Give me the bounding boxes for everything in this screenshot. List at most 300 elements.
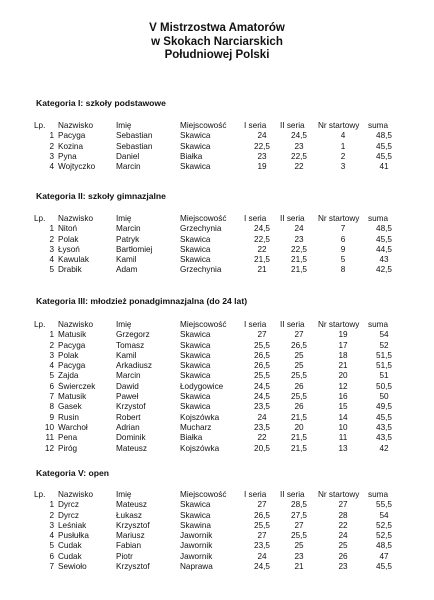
cell-total: 49,5 (376, 402, 392, 412)
cell-lp: 2 (49, 141, 54, 151)
cell-start-number: 21 (338, 361, 348, 371)
column-header-town: Miejscowość (180, 121, 227, 130)
column-header-total: suma (368, 320, 389, 329)
cell-surname: Drabik (58, 265, 82, 275)
column-header-first-jump: I seria (244, 214, 267, 223)
column-header-start-number: Nr startowy (318, 121, 360, 130)
document-title (0, 22, 434, 63)
cell-second-jump: 27,5 (291, 510, 307, 520)
cell-first-jump: 24,5 (254, 224, 270, 234)
cell-start-number: 11 (338, 433, 348, 443)
cell-total: 44,5 (376, 244, 392, 254)
cell-first-name: Dominik (116, 433, 146, 443)
cell-town: Skawica (180, 350, 211, 360)
cell-start-number: 7 (340, 224, 346, 234)
column-header-lp: Lp. (34, 320, 46, 329)
cell-lp: 5 (49, 265, 54, 275)
cell-surname: Świerczek (58, 381, 96, 391)
cell-start-number: 9 (340, 244, 346, 254)
cell-second-jump: 25 (294, 541, 304, 551)
cell-lp: 6 (49, 381, 54, 391)
cell-lp: 1 (49, 500, 54, 510)
column-header-town: Miejscowość (180, 214, 227, 223)
cell-first-jump: 20,5 (254, 443, 270, 453)
cell-second-jump: 26,5 (291, 340, 307, 350)
cell-first-name: Patryk (116, 234, 140, 244)
results-table (34, 490, 400, 572)
cell-lp: 3 (49, 350, 54, 360)
cell-start-number: 12 (338, 381, 348, 391)
cell-surname: Cudak (58, 551, 82, 561)
cell-start-number: 17 (338, 340, 348, 350)
cell-first-jump: 24,5 (254, 381, 270, 391)
cell-first-name: Krzystof (116, 402, 146, 412)
cell-first-name: Marcin (116, 162, 141, 172)
table-row (34, 131, 400, 141)
cell-first-name: Fabian (116, 541, 142, 551)
cell-second-jump: 25,5 (291, 371, 307, 381)
cell-surname: Gasek (58, 402, 82, 412)
column-header-start-number: Nr startowy (318, 320, 360, 329)
table-row (34, 361, 400, 371)
cell-first-name: Krzysztof (116, 520, 150, 530)
table-row (34, 511, 400, 521)
cell-town: Skawica (180, 234, 211, 244)
cell-total: 51,5 (376, 361, 392, 371)
cell-second-jump: 27 (294, 330, 304, 340)
cell-surname: Sewioło (58, 562, 87, 572)
cell-lp: 6 (49, 551, 54, 561)
cell-first-jump: 21 (257, 265, 267, 275)
column-header-lp: Lp. (34, 490, 46, 499)
cell-lp: 12 (44, 443, 54, 453)
cell-total: 51,5 (376, 350, 392, 360)
cell-lp: 3 (49, 244, 54, 254)
cell-town: Skawica (180, 510, 211, 520)
cell-second-jump: 25 (294, 361, 304, 371)
cell-lp: 9 (49, 412, 54, 422)
cell-second-jump: 25,5 (291, 392, 307, 402)
cell-town: Skawica (180, 255, 211, 265)
cell-first-jump: 26,5 (254, 361, 270, 371)
cell-first-name: Dawid (116, 381, 139, 391)
cell-first-jump: 27 (257, 500, 267, 510)
cell-town: Skawica (180, 244, 211, 254)
cell-lp: 3 (49, 520, 54, 530)
cell-first-jump: 24 (257, 412, 267, 422)
cell-start-number: 28 (338, 510, 348, 520)
column-header-start-number: Nr startowy (318, 490, 360, 499)
column-header-second-jump: II seria (280, 121, 305, 130)
cell-second-jump: 23 (294, 141, 304, 151)
cell-surname: Matusik (58, 392, 87, 402)
cell-first-name: Marcin (116, 224, 141, 234)
table-row (34, 382, 400, 392)
cell-town: Grzechynia (180, 265, 222, 275)
cell-town: Kojszówka (180, 412, 220, 422)
cell-total: 42,5 (376, 265, 392, 275)
table-row (34, 341, 400, 351)
table-row (34, 235, 400, 245)
cell-first-jump: 23 (257, 151, 267, 161)
cell-lp: 4 (49, 531, 54, 541)
results-table (34, 214, 400, 276)
column-header-town: Miejscowość (180, 320, 227, 329)
cell-first-jump: 26,5 (254, 510, 270, 520)
table-header-row (34, 320, 400, 330)
cell-surname: Cudak (58, 541, 82, 551)
table-row (34, 541, 400, 551)
cell-lp: 5 (49, 371, 54, 381)
cell-town: Skawica (180, 162, 211, 172)
table-row (34, 552, 400, 562)
cell-town: Skawica (180, 330, 211, 340)
cell-first-name: Tomasz (116, 340, 145, 350)
cell-first-jump: 21,5 (254, 255, 270, 265)
cell-first-jump: 26,5 (254, 350, 270, 360)
cell-surname: Warchoł (58, 422, 88, 432)
cell-start-number: 22 (338, 520, 348, 530)
cell-start-number: 3 (340, 162, 346, 172)
column-header-town: Miejscowość (180, 490, 227, 499)
cell-lp: 4 (49, 361, 54, 371)
cell-total: 43,5 (376, 422, 392, 432)
cell-first-name: Sebastian (116, 131, 153, 141)
cell-total: 54 (379, 330, 389, 340)
cell-first-name: Mariusz (116, 531, 145, 541)
cell-first-name: Daniel (116, 151, 140, 161)
cell-start-number: 13 (338, 443, 348, 453)
cell-second-jump: 22,5 (291, 151, 307, 161)
cell-lp: 11 (45, 433, 54, 443)
cell-first-jump: 22,5 (254, 234, 270, 244)
cell-total: 52 (379, 340, 389, 350)
cell-second-jump: 24 (294, 224, 304, 234)
table-header-row (34, 121, 400, 131)
cell-lp: 7 (49, 562, 54, 572)
title-line-3: Południowej Polski (164, 49, 270, 61)
cell-first-name: Łukasz (116, 510, 142, 520)
cell-total: 52,5 (376, 531, 392, 541)
cell-surname: Kozina (58, 141, 84, 151)
cell-lp: 1 (49, 224, 54, 234)
column-header-start-number: Nr startowy (318, 214, 360, 223)
cell-total: 45,5 (376, 412, 392, 422)
column-header-lp: Lp. (34, 214, 46, 223)
cell-total: 45,5 (376, 141, 392, 151)
cell-town: Skawina (180, 520, 211, 530)
cell-surname: Pusłułka (58, 531, 89, 541)
table-row (34, 402, 400, 412)
cell-second-jump: 26 (294, 381, 304, 391)
cell-surname: Pacyga (58, 361, 86, 371)
cell-start-number: 19 (338, 330, 348, 340)
table-row (34, 531, 400, 541)
table-row (34, 162, 400, 172)
column-header-first-name: Imię (116, 214, 132, 223)
category-title: Kategoria I: szkoły podstawowe (36, 98, 166, 108)
cell-first-name: Grzegorz (116, 330, 150, 340)
cell-surname: Dyrcz (58, 510, 79, 520)
cell-town: Grzechynia (180, 224, 222, 234)
column-header-second-jump: II seria (280, 320, 305, 329)
cell-second-jump: 23 (294, 551, 304, 561)
cell-start-number: 15 (338, 402, 348, 412)
cell-start-number: 24 (338, 531, 348, 541)
table-row (34, 500, 400, 510)
cell-town: Łodygowice (180, 381, 224, 391)
table-row (34, 245, 400, 255)
cell-lp: 7 (49, 392, 54, 402)
cell-second-jump: 20 (294, 422, 304, 432)
cell-total: 48,5 (376, 131, 392, 141)
cell-lp: 10 (44, 422, 54, 432)
cell-start-number: 1 (340, 141, 346, 151)
cell-town: Białka (180, 151, 203, 161)
cell-start-number: 5 (340, 255, 346, 265)
table-row (34, 152, 400, 162)
cell-surname: Leśniak (58, 520, 87, 530)
cell-town: Skawica (180, 402, 211, 412)
cell-second-jump: 23 (294, 234, 304, 244)
cell-total: 47 (379, 551, 389, 561)
category-title: Kategoria II: szkoły gimnazjalne (36, 191, 166, 201)
table-row (34, 444, 400, 454)
table-row (34, 330, 400, 340)
category-title: Kategoria V: open (36, 468, 110, 478)
column-header-total: suma (368, 214, 389, 223)
cell-town: Skawica (180, 392, 211, 402)
cell-start-number: 8 (340, 265, 346, 275)
cell-total: 51 (379, 371, 389, 381)
cell-first-jump: 24,5 (254, 562, 270, 572)
cell-first-jump: 25,5 (254, 520, 270, 530)
table-row (34, 413, 400, 423)
table-row (34, 392, 400, 402)
column-header-first-name: Imię (116, 320, 132, 329)
cell-surname: Polak (58, 234, 79, 244)
table-row (34, 371, 400, 381)
cell-first-name: Adrian (116, 422, 140, 432)
cell-surname: Łysoń (58, 244, 80, 254)
cell-second-jump: 21,5 (291, 433, 307, 443)
cell-start-number: 10 (338, 422, 348, 432)
cell-first-jump: 19 (257, 162, 267, 172)
column-header-surname: Nazwisko (58, 214, 94, 223)
cell-first-name: Kamil (116, 350, 137, 360)
cell-first-jump: 24 (257, 131, 267, 141)
cell-first-jump: 23,5 (254, 541, 270, 551)
table-header-row (34, 490, 400, 500)
cell-start-number: 2 (340, 151, 346, 161)
table-row (34, 521, 400, 531)
cell-total: 43,5 (376, 433, 392, 443)
cell-start-number: 4 (340, 131, 346, 141)
cell-total: 41 (379, 162, 389, 172)
column-header-first-name: Imię (116, 121, 132, 130)
cell-first-name: Kamil (116, 255, 137, 265)
cell-total: 52,5 (376, 520, 392, 530)
cell-first-jump: 27 (257, 531, 267, 541)
cell-first-name: Arkadiusz (116, 361, 152, 371)
cell-first-jump: 22 (257, 244, 267, 254)
cell-surname: Dyrcz (58, 500, 79, 510)
cell-first-name: Mateusz (116, 500, 147, 510)
cell-second-jump: 21,5 (291, 412, 307, 422)
cell-start-number: 14 (338, 412, 348, 422)
cell-total: 45,5 (376, 234, 392, 244)
cell-total: 45,5 (376, 562, 392, 572)
column-header-total: suma (368, 121, 389, 130)
column-header-total: suma (368, 490, 389, 499)
table-row (34, 433, 400, 443)
cell-first-name: Sebastian (116, 141, 153, 151)
cell-first-name: Robert (116, 412, 141, 422)
cell-second-jump: 21,5 (291, 443, 307, 453)
cell-lp: 8 (49, 402, 54, 412)
cell-first-jump: 24,5 (254, 392, 270, 402)
cell-first-jump: 23,5 (254, 402, 270, 412)
cell-surname: Nitoń (58, 224, 78, 234)
table-header-row (34, 214, 400, 224)
cell-town: Skawica (180, 340, 211, 350)
cell-surname: Matusik (58, 330, 87, 340)
cell-surname: Zajda (58, 371, 79, 381)
cell-start-number: 25 (338, 541, 348, 551)
cell-first-jump: 23,5 (254, 422, 270, 432)
cell-first-jump: 22 (257, 433, 267, 443)
cell-first-name: Marcin (116, 371, 141, 381)
cell-lp: 4 (49, 255, 54, 265)
cell-second-jump: 21,5 (291, 265, 307, 275)
cell-second-jump: 21,5 (291, 255, 307, 265)
results-table (34, 320, 400, 454)
cell-first-jump: 22,5 (254, 141, 270, 151)
cell-surname: Piróg (58, 443, 78, 453)
cell-second-jump: 22,5 (291, 244, 307, 254)
cell-town: Mucharz (180, 422, 212, 432)
column-header-first-name: Imię (116, 490, 132, 499)
cell-total: 50 (379, 392, 389, 402)
cell-total: 54 (379, 510, 389, 520)
cell-lp: 3 (49, 151, 54, 161)
table-row (34, 423, 400, 433)
column-header-second-jump: II seria (280, 214, 305, 223)
cell-start-number: 6 (340, 234, 346, 244)
cell-town: Skawica (180, 131, 211, 141)
table-row (34, 142, 400, 152)
cell-first-jump: 27 (257, 330, 267, 340)
cell-total: 55,5 (376, 500, 392, 510)
cell-start-number: 18 (338, 350, 348, 360)
cell-second-jump: 27 (294, 520, 304, 530)
column-header-first-jump: I seria (244, 320, 267, 329)
cell-total: 48,5 (376, 224, 392, 234)
cell-town: Jawornik (180, 531, 213, 541)
column-header-surname: Nazwisko (58, 490, 94, 499)
cell-surname: Pena (58, 433, 78, 443)
cell-second-jump: 28,5 (291, 500, 307, 510)
cell-lp: 4 (49, 162, 54, 172)
cell-surname: Pacyga (58, 131, 86, 141)
column-header-lp: Lp. (34, 121, 46, 130)
cell-total: 48,5 (376, 541, 392, 551)
cell-first-name: Mateusz (116, 443, 147, 453)
cell-lp: 1 (49, 330, 54, 340)
cell-first-jump: 24 (257, 551, 267, 561)
cell-second-jump: 26 (294, 402, 304, 412)
cell-surname: Rusin (58, 412, 79, 422)
table-row (34, 265, 400, 275)
cell-second-jump: 25 (294, 350, 304, 360)
cell-town: Skawica (180, 361, 211, 371)
cell-second-jump: 24,5 (291, 131, 307, 141)
cell-town: Białka (180, 433, 203, 443)
category-title: Kategoria III: młodzież ponadgimnazjalna (do 24 lat) (36, 296, 248, 306)
cell-total: 50,5 (376, 381, 392, 391)
cell-town: Kojszówka (180, 443, 220, 453)
column-header-surname: Nazwisko (58, 121, 94, 130)
cell-lp: 2 (49, 510, 54, 520)
cell-town: Jawornik (180, 551, 213, 561)
title-line-1: V Mistrzostwa Amatorów (149, 22, 285, 34)
cell-second-jump: 25,5 (291, 531, 307, 541)
cell-first-name: Paweł (116, 392, 139, 402)
cell-lp: 5 (49, 541, 54, 551)
cell-total: 45,5 (376, 151, 392, 161)
column-header-first-jump: I seria (244, 490, 267, 499)
cell-surname: Kawulak (58, 255, 89, 265)
cell-start-number: 26 (338, 551, 348, 561)
column-header-second-jump: II seria (280, 490, 305, 499)
table-row (34, 351, 400, 361)
cell-total: 42 (379, 443, 389, 453)
cell-surname: Polak (58, 350, 79, 360)
cell-start-number: 16 (338, 392, 348, 402)
cell-start-number: 27 (338, 500, 348, 510)
cell-town: Skawica (180, 141, 211, 151)
cell-total: 43 (379, 255, 389, 265)
cell-first-name: Krzysztof (116, 562, 150, 572)
cell-town: Skawica (180, 371, 211, 381)
cell-town: Skawica (180, 500, 211, 510)
table-row (34, 255, 400, 265)
table-row (34, 224, 400, 234)
cell-second-jump: 21 (294, 562, 304, 572)
cell-town: Jawornik (180, 541, 213, 551)
cell-surname: Wojtyczko (58, 162, 96, 172)
results-table (34, 121, 400, 172)
title-line-2: w Skokach Narciarskich (151, 35, 283, 48)
cell-second-jump: 22 (294, 162, 304, 172)
cell-lp: 2 (49, 340, 54, 350)
cell-surname: Pacyga (58, 340, 86, 350)
column-header-surname: Nazwisko (58, 320, 94, 329)
cell-first-name: Bartłomiej (116, 244, 153, 254)
cell-first-name: Piotr (116, 551, 133, 561)
cell-surname: Pyna (58, 151, 77, 161)
cell-town: Naprawa (180, 562, 213, 572)
cell-first-jump: 25,5 (254, 371, 270, 381)
cell-start-number: 23 (338, 562, 348, 572)
table-row (34, 562, 400, 572)
cell-first-jump: 25,5 (254, 340, 270, 350)
cell-start-number: 20 (338, 371, 348, 381)
cell-lp: 2 (49, 234, 54, 244)
column-header-first-jump: I seria (244, 121, 267, 130)
cell-lp: 1 (49, 131, 54, 141)
cell-first-name: Adam (116, 265, 138, 275)
